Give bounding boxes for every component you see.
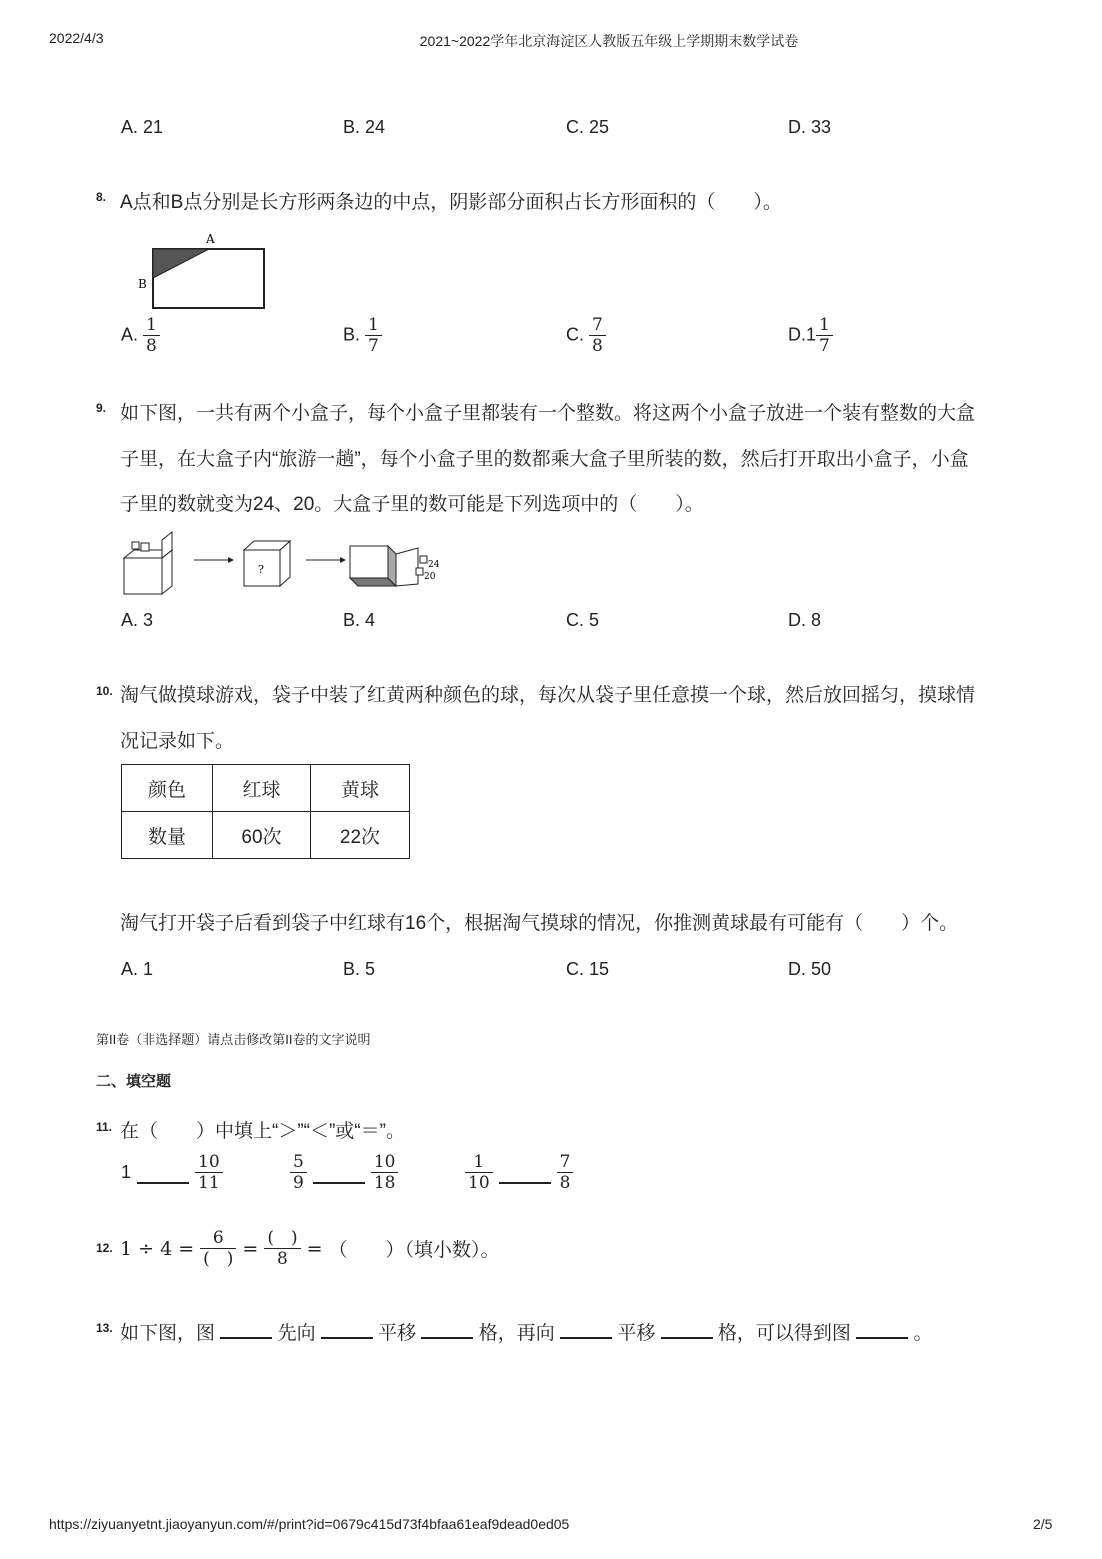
compare-item-3: $\frac{1}{10}$ $\frac{7}{8}$	[465, 1152, 573, 1193]
table-cell: 黄球	[311, 765, 410, 812]
page-number: 2/5	[1033, 1516, 1053, 1532]
q9-option-b[interactable]: B. 4	[343, 610, 376, 630]
print-date: 2022/4/3	[49, 30, 104, 46]
q8-option-a[interactable]: A. $\frac{1}{8}$	[121, 315, 160, 356]
question-text: 在（ ）中填上“＞”“＜”或“＝”。	[120, 1121, 405, 1142]
result-24-label: 24	[428, 560, 440, 570]
question-line: 况记录如下。	[120, 731, 235, 752]
question-text: A点和B点分别是长方形两条边的中点，阴影部分面积占长方形面积的（ ）。	[120, 192, 782, 213]
table-cell: 60次	[213, 812, 311, 859]
question-followup: 淘气打开袋子后看到袋子中红球有16个，根据淘气摸球的情况，你推测黄球最有可能有（ ）个。	[120, 913, 959, 934]
question-number: 13.	[96, 1321, 113, 1335]
answer-blank[interactable]	[499, 1162, 551, 1184]
answer-blank[interactable]	[856, 1337, 908, 1339]
answer-blank[interactable]	[661, 1337, 713, 1339]
division-expression: 1 ÷ 4 = $\frac{6}{( )}$ = $\frac{( )}{8}$ = （ ）（填小数）。	[120, 1228, 500, 1269]
q9-option-c[interactable]: C. 5	[566, 610, 600, 630]
q8-option-d[interactable]: D.1 $\frac{1}{7}$	[788, 315, 833, 356]
q7-option-d[interactable]: D. 33	[788, 117, 832, 137]
open-box	[124, 532, 172, 594]
q7-option-a[interactable]: A. 21	[121, 117, 164, 137]
table-cell: 红球	[213, 765, 311, 812]
question-text: 如下图，图 先向 平移 格，再向 平移 格，可以得到图 。	[120, 1323, 933, 1344]
table-cell: 数量	[122, 812, 213, 859]
question-line: 子里，在大盒子内“旅游一趟”，每个小盒子里的数都乘大盒子里所装的数，然后打开取出小盒子，小盒	[120, 449, 969, 470]
record-table	[121, 764, 410, 859]
answer-blank[interactable]	[220, 1337, 272, 1339]
point-b-label: B	[138, 277, 147, 291]
rectangle-figure	[130, 228, 275, 313]
q9-option-a[interactable]: A. 3	[121, 610, 154, 630]
answer-blank[interactable]	[560, 1337, 612, 1339]
q10-option-a[interactable]: A. 1	[121, 959, 154, 979]
question-line: 如下图，一共有两个小盒子，每个小盒子里都装有一个整数。将这两个小盒子放进一个装有整数的大盒	[120, 403, 976, 424]
question-number: 10.	[96, 684, 113, 698]
q8-option-b[interactable]: B. $\frac{1}{7}$	[343, 315, 382, 356]
closed-box	[244, 541, 290, 586]
answer-blank[interactable]	[137, 1162, 189, 1184]
question-number: 9.	[96, 401, 107, 415]
question-mark-label: ?	[258, 563, 264, 576]
q9-option-d[interactable]: D. 8	[788, 610, 822, 630]
question-number: 11.	[96, 1120, 113, 1134]
q8-option-c[interactable]: C. $\frac{7}{8}$	[566, 315, 606, 356]
q10-option-c[interactable]: C. 15	[566, 959, 610, 979]
q10-option-d[interactable]: D. 50	[788, 959, 832, 979]
page-url[interactable]: https://ziyuanyetnt.jiaoyanyun.com/#/print?id=0679c415d73f4bfaa61eaf9dead0ed05	[49, 1516, 570, 1532]
boxes-figure	[118, 528, 458, 600]
q7-option-c[interactable]: C. 25	[566, 117, 610, 137]
answer-blank[interactable]	[313, 1162, 365, 1184]
point-a-label: A	[206, 232, 215, 246]
page-title: 2021~2022学年北京海淀区人教版五年级上学期期末数学试卷	[419, 33, 799, 49]
question-line: 淘气做摸球游戏，袋子中装了红黄两种颜色的球，每次从袋子里任意摸一个球，然后放回摇匀，摸球情	[120, 685, 976, 706]
table-cell: 颜色	[122, 765, 213, 812]
compare-item-2: $\frac{5}{9}$ $\frac{10}{18}$	[290, 1152, 398, 1193]
q7-option-b[interactable]: B. 24	[343, 117, 386, 137]
answer-blank[interactable]	[321, 1337, 373, 1339]
answer-blank[interactable]	[421, 1337, 473, 1339]
opened-box	[350, 546, 440, 586]
question-number: 12.	[96, 1241, 113, 1255]
shaded-triangle	[153, 249, 209, 278]
q10-option-b[interactable]: B. 5	[343, 959, 376, 979]
table-row	[122, 812, 410, 859]
result-20-label: 20	[424, 572, 436, 582]
question-line: 子里的数就变为24、20。大盒子里的数可能是下列选项中的（ ）。	[120, 494, 704, 515]
compare-item-1: 1 $\frac{10}{11}$	[121, 1152, 223, 1193]
question-number: 8.	[96, 190, 107, 204]
table-row	[122, 765, 410, 812]
section-title: 二、填空题	[96, 1073, 172, 1090]
table-cell: 22次	[311, 812, 410, 859]
section-note[interactable]: 第II卷（非选择题）请点击修改第II卷的文字说明	[96, 1032, 371, 1047]
